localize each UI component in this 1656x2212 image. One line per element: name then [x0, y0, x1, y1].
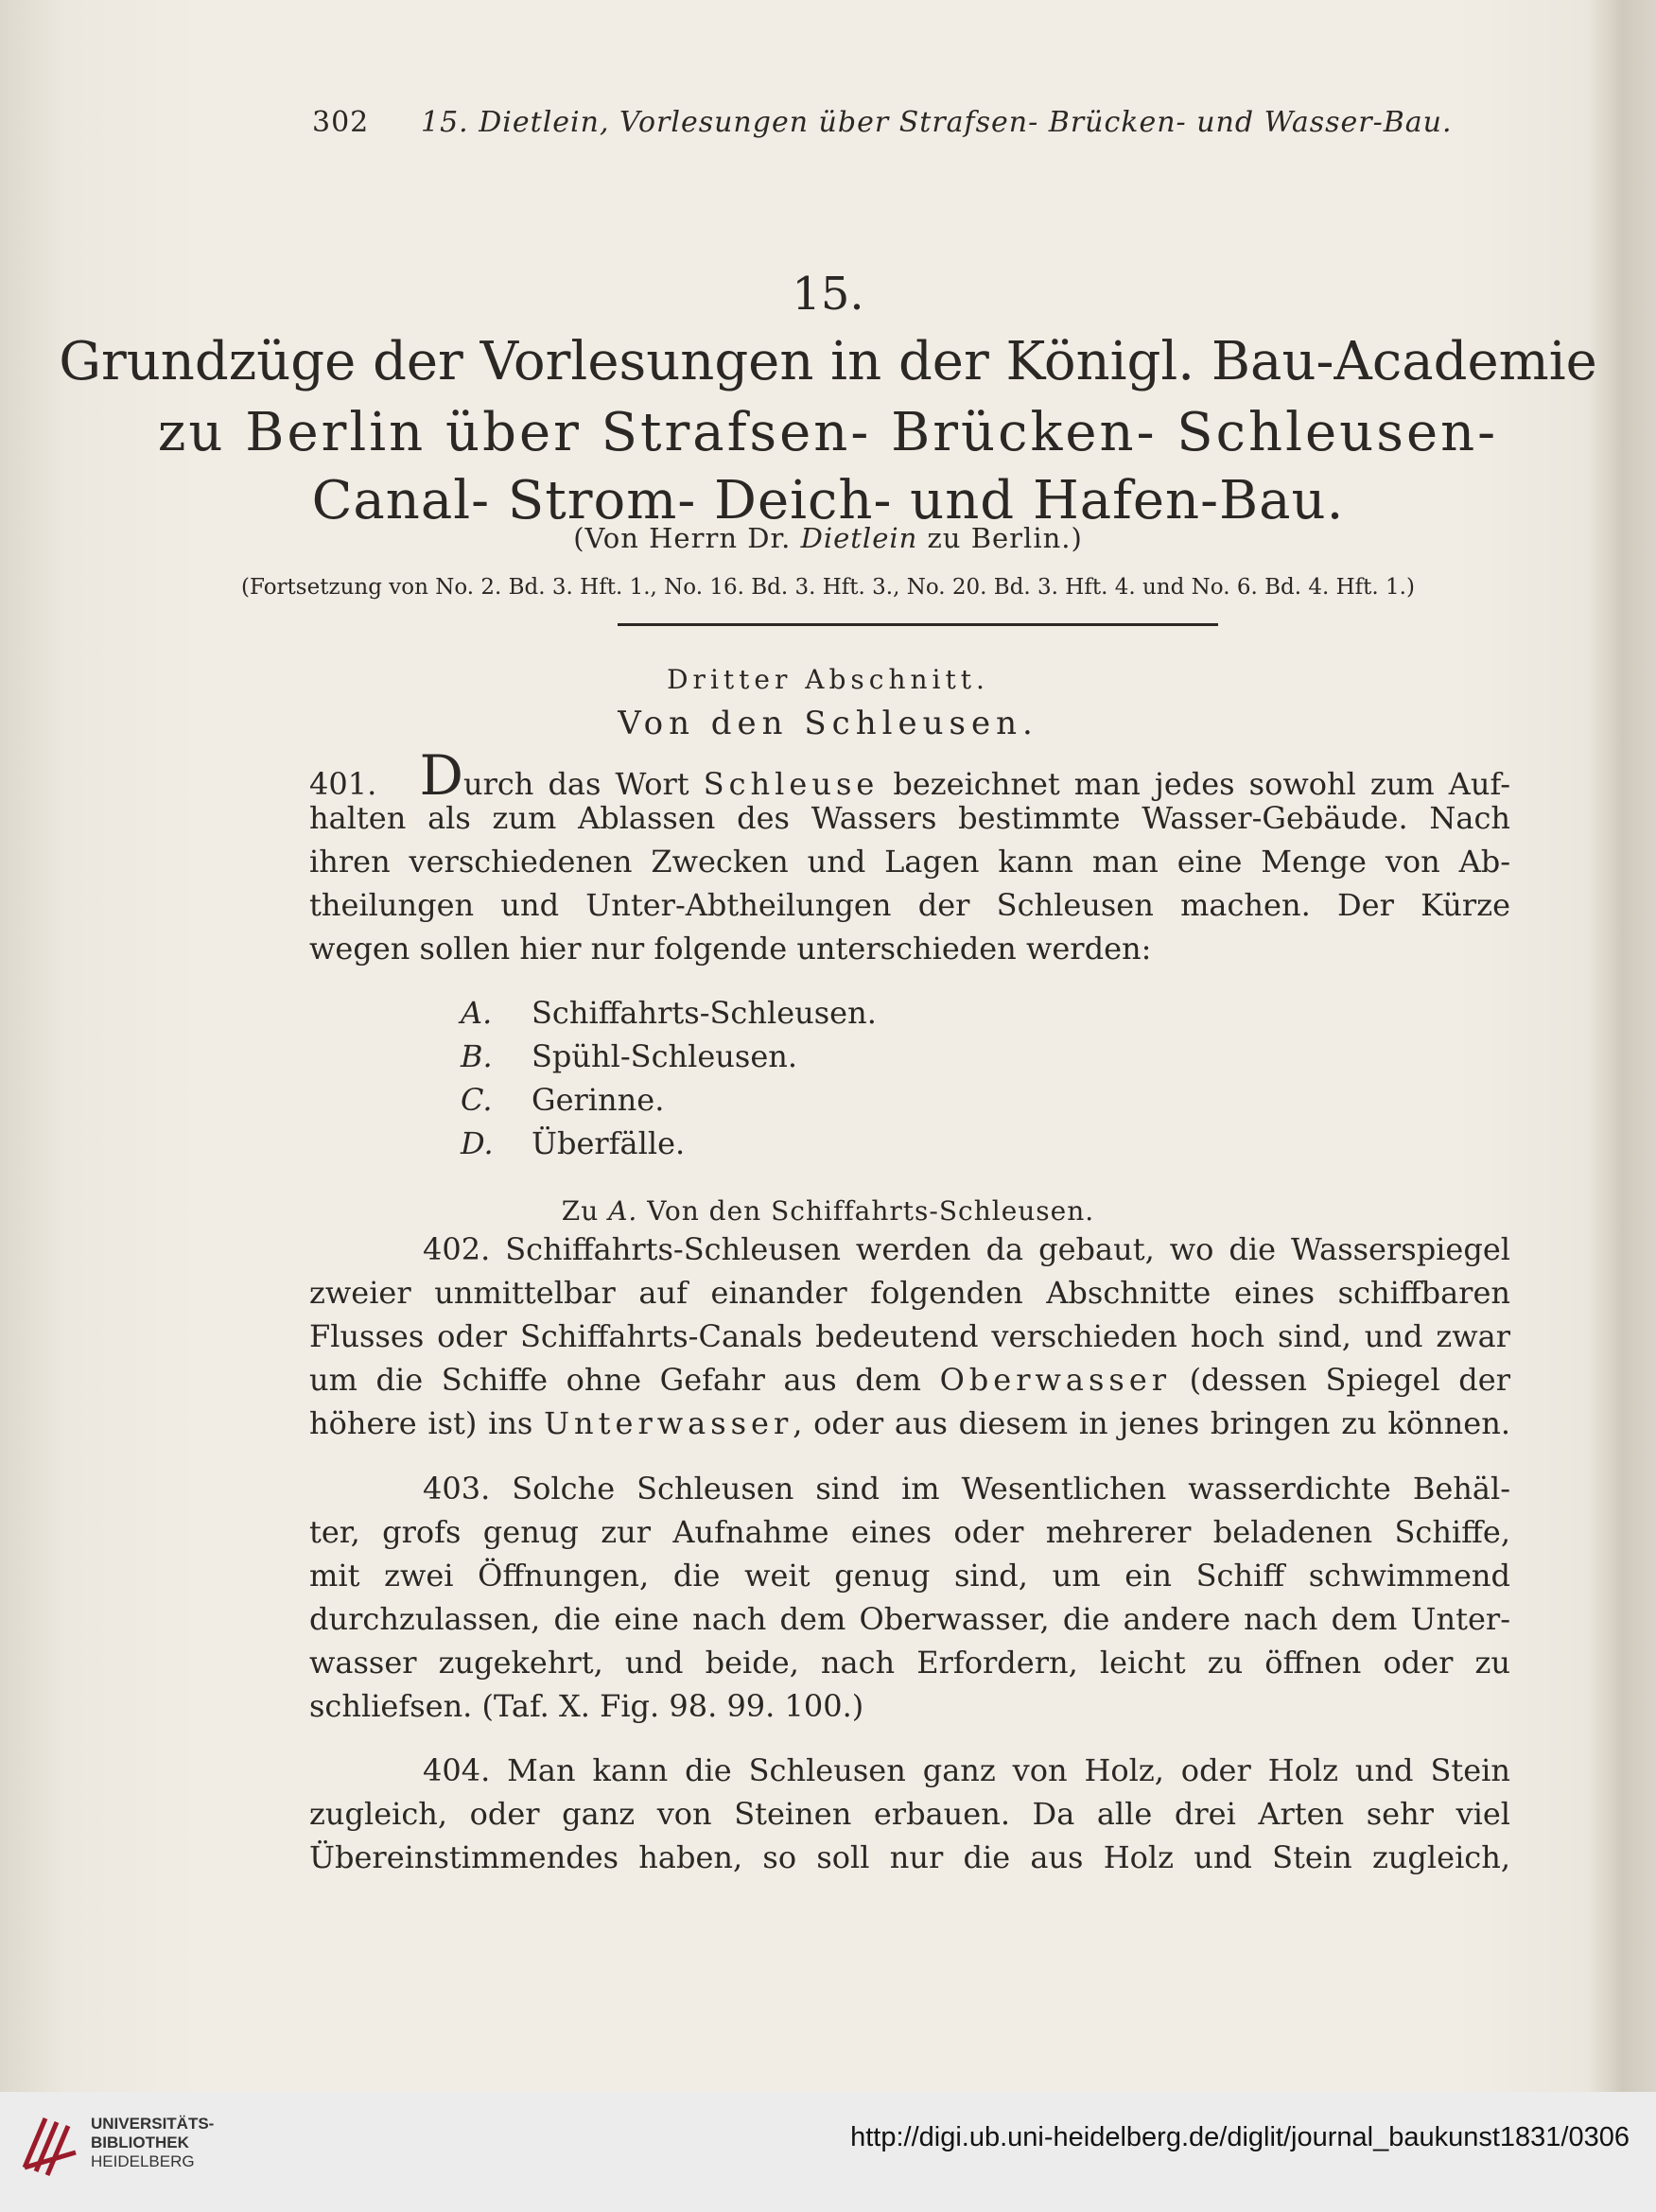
- list-item: [461, 1125, 685, 1161]
- text-line: 402. Schiffahrts-Schleusen werden da gebaut, wo die Wasserspiegel: [423, 1231, 1510, 1267]
- text-line: ihren verschiedenen Zwecken und Lagen kann man eine Menge von Ab-: [309, 844, 1510, 880]
- byline-suffix: zu Berlin.): [917, 522, 1083, 554]
- text-line: 404. Man kann die Schleusen ganz von Holz, oder Holz und Stein: [423, 1752, 1510, 1788]
- text-line: zugleich, oder ganz von Steinen erbauen. Da alle drei Arten sehr viel: [309, 1796, 1510, 1832]
- subsection-letter: A.: [608, 1195, 638, 1227]
- text-line: schliefsen. (Taf. X. Fig. 98. 99. 100.): [309, 1688, 864, 1724]
- library-name: [91, 2115, 214, 2171]
- continuation-note: (Fortsetzung von No. 2. Bd. 3. Hft. 1., No. 16. Bd. 3. Hft. 3., No. 20. Bd. 3. Hft. 4. und No. 6. Bd. 4. Hft. 1.): [241, 575, 1415, 600]
- list-item: [461, 1038, 797, 1074]
- list-text: Schiffahrts-Schleusen.: [532, 995, 877, 1031]
- list-letter: B.: [461, 1038, 493, 1074]
- university-library-logo-icon: [21, 2111, 79, 2179]
- text-span: urch das Wort: [462, 766, 704, 802]
- author-name: Dietlein: [800, 522, 918, 554]
- text-line: halten als zum Ablassen des Wassers bestimmte Wasser-Gebäude. Nach: [309, 800, 1510, 836]
- permalink-url[interactable]: http://digi.ub.uni-heidelberg.de/diglit/journal_baukunst1831/0306: [850, 2122, 1630, 2152]
- section-title: Dritter Abschnitt.: [667, 664, 989, 695]
- emphasized-term: Unterwasser: [544, 1405, 793, 1441]
- list-letter: C.: [461, 1082, 493, 1118]
- text-span: höhere ist) ins: [309, 1405, 545, 1441]
- list-text: Überfälle.: [532, 1125, 686, 1161]
- running-head-text: 15. Dietlein, Vorlesungen über Strafsen- Brücken- und Wasser-Bau.: [421, 106, 1453, 139]
- running-head: [312, 106, 1475, 153]
- text-line: mit zwei Öffnungen, die weit genug sind, um ein Schiff schwimmend: [309, 1558, 1510, 1594]
- library-name-line-3: HEIDELBERG: [91, 2152, 195, 2170]
- text-line: 403. Solche Schleusen sind im Wesentlichen wasserdichte Behäl-: [423, 1471, 1510, 1507]
- text-line: Übereinstimmendes haben, so soll nur die aus Holz und Stein zugleich,: [309, 1839, 1510, 1875]
- list-text: Spühl-Schleusen.: [532, 1038, 798, 1074]
- text-line: [309, 1405, 1510, 1449]
- list-item: [461, 1082, 664, 1118]
- text-line: wegen sollen hier nur folgende unterschieden werden:: [309, 931, 1152, 967]
- library-name-line-1: UNIVERSITÄTS-: [91, 2115, 215, 2133]
- divider-rule: [618, 623, 1218, 626]
- section-subtitle: Von den Schleusen.: [618, 705, 1038, 742]
- article-title-line-1: Grundzüge der Vorlesungen in der Königl. Bau-Academie: [59, 331, 1597, 392]
- byline-prefix: (Von Herrn Dr.: [573, 522, 801, 554]
- article-title-line-3: Canal- Strom- Deich- und Hafen-Bau.: [311, 470, 1345, 531]
- text-line: theilungen und Unter-Abtheilungen der Schleusen machen. Der Kürze: [309, 887, 1510, 923]
- text-span: (dessen Spiegel der: [1171, 1362, 1511, 1398]
- author-byline: [0, 522, 1656, 554]
- subsection-heading: [0, 1195, 1656, 1227]
- text-line: zweier unmittelbar auf einander folgenden Abschnitte eines schiffbaren: [309, 1275, 1510, 1311]
- text-line: [309, 743, 1511, 808]
- article-number: 15.: [792, 268, 864, 321]
- text-span: , oder aus diesem in jenes bringen zu können.: [793, 1405, 1511, 1441]
- text-span: bezeichnet man jedes sowohl zum Auf-: [879, 766, 1511, 802]
- paragraph-number: 401.: [309, 766, 377, 802]
- text-span: um die Schiffe ohne Gefahr aus dem: [309, 1362, 940, 1398]
- list-item: [461, 995, 877, 1031]
- library-name-line-2: BIBLIOTHEK: [91, 2134, 189, 2151]
- subsection-prefix: Zu: [561, 1195, 609, 1227]
- page-number: 302: [312, 106, 370, 139]
- text-line: [309, 1362, 1510, 1405]
- text-line: Flusses oder Schiffahrts-Canals bedeutend verschieden hoch sind, und zwar: [309, 1318, 1510, 1354]
- list-letter: A.: [461, 995, 493, 1031]
- emphasized-term: Oberwasser: [939, 1362, 1172, 1398]
- text-line: durchzulassen, die eine nach dem Oberwasser, die andere nach dem Unter-: [309, 1601, 1510, 1637]
- list-text: Gerinne.: [532, 1082, 665, 1118]
- list-letter: D.: [461, 1125, 494, 1161]
- drop-cap: D: [419, 743, 463, 808]
- subsection-title: Von den Schiffahrts-Schleusen.: [637, 1195, 1095, 1227]
- emphasized-term: Schleuse: [703, 766, 880, 802]
- text-line: ter, grofs genug zur Aufnahme eines oder mehrerer beladenen Schiffe,: [309, 1514, 1510, 1550]
- article-title-line-2: zu Berlin über Strafsen- Brücken- Schleusen-: [157, 402, 1499, 463]
- text-line: wasser zugekehrt, und beide, nach Erfordern, leicht zu öffnen oder zu: [309, 1645, 1510, 1681]
